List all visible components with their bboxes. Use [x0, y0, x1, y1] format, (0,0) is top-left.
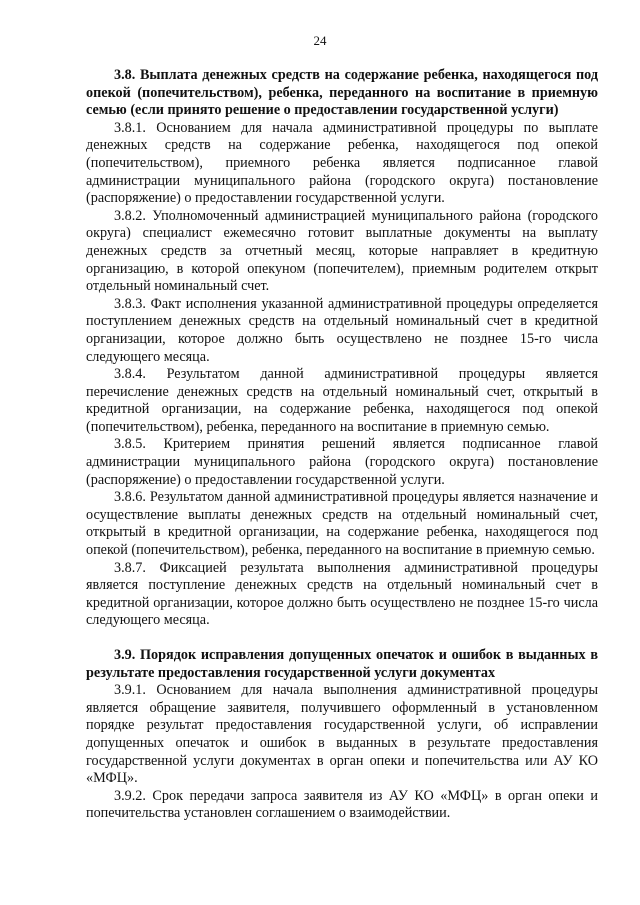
paragraph-3-8-2: 3.8.2. Уполномоченный администрацией муниципального района (городского округа) специалист ежемесячно готовит выплатные документы на выплату денежных средств за отчетный месяц, которые направляет в кредитную организацию, в которой опекуном (попечителем), приемным родителем открыт отдельный номинальный счет.: [86, 207, 598, 295]
paragraph-3-8-7: 3.8.7. Фиксацией результата выполнения административной процедуры является поступление денежных средств на отдельный номинальный счет в кредитной организации, которое должно быть осуществлено не позднее 15-го числа следующего месяца.: [86, 559, 598, 629]
paragraph-3-8-3: 3.8.3. Факт исполнения указанной административной процедуры определяется поступлением денежных средств на отдельный номинальный счет в кредитной организации, которое должно быть осуществлено не позднее 15-го числа следующего месяца.: [86, 295, 598, 365]
section-3-9-heading: 3.9. Порядок исправления допущенных опечаток и ошибок в выданных в результате предоставления государственной услуги документах: [86, 647, 598, 681]
paragraph-3-8-6: 3.8.6. Результатом данной административной процедуры является назначение и осуществление выплаты денежных средств на отдельный номинальный счет, открытый в кредитной организации, на содержание ребенка, находящегося под опекой (попечительством), ребенка, переданного на воспитание в приемную семью.: [86, 489, 598, 559]
document-body: [86, 67, 598, 823]
paragraph-3-8-1: 3.8.1. Основанием для начала административной процедуры по выплате денежных средств на содержание ребенка, находящегося под опекой (попечительством), приемного ребенка является подписанное главой администрации муниципального района (городского округа) постановление (распоряжение) о предоставлении государственной услуги.: [86, 119, 598, 207]
page-number: 24: [313, 33, 327, 48]
paragraph-3-8-4: 3.8.4. Результатом данной административной процедуры является перечисление денежных средств на отдельный номинальный счет, открытый в кредитной организации, на содержание ребенка, находящегося под опекой (попечительством), ребенка, переданного на воспитание в приемную семью.: [86, 366, 598, 435]
section-3-8-heading: 3.8. Выплата денежных средств на содержание ребенка, находящегося под опекой (попечительством), ребенка, переданного на воспитание в приемную семью (если принято решение о предоставлении государственной услуги): [86, 67, 598, 119]
paragraph-3-9-2: 3.9.2. Срок передачи запроса заявителя из АУ КО «МФЦ» в орган опеки и попечительства установлен соглашением о взаимодействии.: [86, 787, 598, 822]
section-gap: [86, 630, 598, 647]
paragraph-3-8-5: 3.8.5. Критерием принятия решений является подписанное главой администрации муниципального района (городского округа) постановление (распоряжение) о предоставлении государственной услуги.: [86, 436, 598, 488]
paragraph-3-9-1: 3.9.1. Основанием для начала выполнения административной процедуры является обращение заявителя, получившего оформленный в установленном порядке результат предоставления государственной услуги, об исправлении допущенных опечаток и ошибок в выданных в результате предоставления государственной услуги документах в орган опеки и попечительства или АУ КО «МФЦ».: [86, 682, 598, 787]
